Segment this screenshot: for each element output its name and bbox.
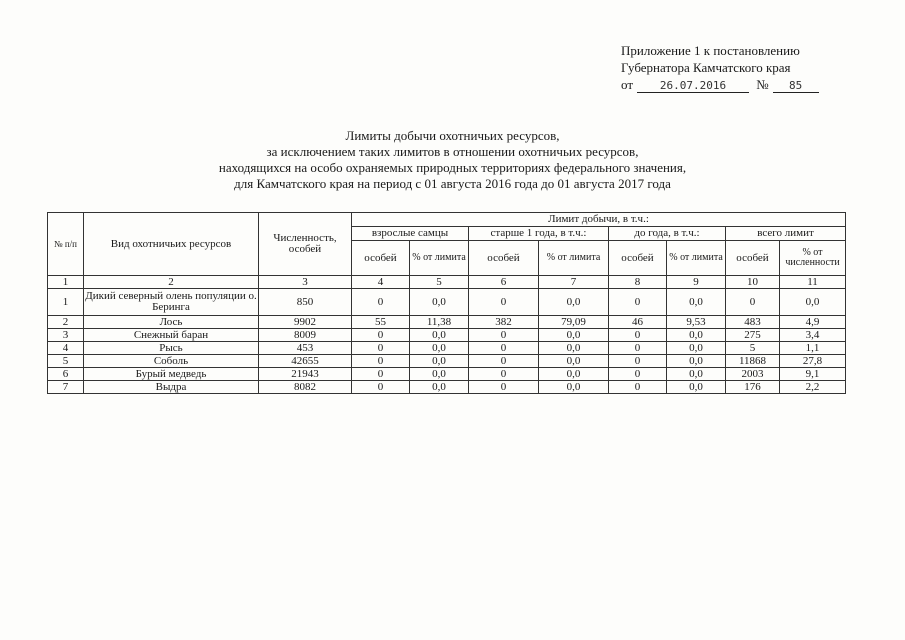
column-number-cell: 5: [410, 276, 469, 289]
table-cell: 8082: [259, 381, 352, 394]
table-cell: 27,8: [780, 355, 846, 368]
table-cell: 8009: [259, 329, 352, 342]
table-cell: 0: [469, 342, 539, 355]
header-population: Численность, особей: [259, 213, 352, 276]
table-cell: 0: [609, 381, 667, 394]
table-row: [48, 342, 846, 355]
table-row: [48, 355, 846, 368]
table-cell: 0,0: [667, 381, 726, 394]
header-group-under-1-year: до года, в т.ч.:: [609, 227, 726, 241]
header-group-older-1-year: старше 1 года, в т.ч.:: [469, 227, 609, 241]
header-sub-count: особей: [352, 241, 410, 276]
table-cell: 4: [48, 342, 84, 355]
table-cell: 0,0: [539, 355, 609, 368]
species-cell: Соболь: [84, 355, 259, 368]
decree-date: 26.07.2016: [637, 79, 749, 93]
table-cell: 3,4: [780, 329, 846, 342]
column-number-cell: 4: [352, 276, 410, 289]
header-sub-percent: % от лимита: [410, 241, 469, 276]
table-cell: 5: [726, 342, 780, 355]
column-number-cell: 10: [726, 276, 780, 289]
table-cell: 850: [259, 289, 352, 316]
table-cell: 0,0: [539, 342, 609, 355]
table-cell: 0: [609, 289, 667, 316]
title-line-1: Лимиты добычи охотничьих ресурсов,: [345, 128, 560, 143]
table-cell: 0,0: [410, 355, 469, 368]
title-line-2: за исключением таких лимитов в отношении охотничьих ресурсов,: [266, 144, 639, 159]
table-cell: 0: [469, 289, 539, 316]
table-cell: 0,0: [410, 368, 469, 381]
document-title: [0, 128, 905, 192]
appendix-block: [621, 42, 819, 93]
table-row: [48, 381, 846, 394]
species-cell: Выдра: [84, 381, 259, 394]
header-number: № п/п: [48, 213, 84, 276]
column-number-cell: 6: [469, 276, 539, 289]
column-number-cell: 8: [609, 276, 667, 289]
table-cell: 0,0: [667, 342, 726, 355]
title-line-3: находящихся на особо охраняемых природных территориях федерального значения,: [218, 160, 687, 175]
table-cell: 0,0: [410, 329, 469, 342]
table-cell: 0,0: [667, 368, 726, 381]
appendix-line-2: Губернатора Камчатского края: [621, 60, 791, 75]
table-cell: 0: [352, 368, 410, 381]
table-cell: 11868: [726, 355, 780, 368]
table-cell: 0: [726, 289, 780, 316]
table-row: [48, 316, 846, 329]
table-cell: 1,1: [780, 342, 846, 355]
table-cell: 0: [469, 329, 539, 342]
table-row: [48, 329, 846, 342]
table-cell: 483: [726, 316, 780, 329]
table-cell: 453: [259, 342, 352, 355]
table-cell: 0,0: [410, 381, 469, 394]
table-cell: 0: [469, 381, 539, 394]
column-number-cell: 11: [780, 276, 846, 289]
table-cell: 0,0: [539, 289, 609, 316]
column-number-cell: 1: [48, 276, 84, 289]
table-cell: 0: [609, 355, 667, 368]
table-cell: 46: [609, 316, 667, 329]
appendix-line-1: Приложение 1 к постановлению: [621, 43, 800, 58]
table-cell: 3: [48, 329, 84, 342]
header-limit: Лимит добычи, в т.ч.:: [352, 213, 846, 227]
table-cell: 0,0: [667, 289, 726, 316]
table-cell: 55: [352, 316, 410, 329]
table-cell: 0: [352, 355, 410, 368]
column-number-row: [48, 276, 846, 289]
table-cell: 1: [48, 289, 84, 316]
header-group-total: всего лимит: [726, 227, 846, 241]
appendix-date-line: [621, 76, 819, 93]
number-label: №: [756, 77, 769, 92]
table-cell: 21943: [259, 368, 352, 381]
table-cell: 9,53: [667, 316, 726, 329]
table-cell: 0: [609, 329, 667, 342]
table-cell: 9,1: [780, 368, 846, 381]
column-number-cell: 9: [667, 276, 726, 289]
header-sub-count: особей: [609, 241, 667, 276]
header-sub-count: особей: [469, 241, 539, 276]
species-cell: Снежный баран: [84, 329, 259, 342]
table-cell: 9902: [259, 316, 352, 329]
table-cell: 275: [726, 329, 780, 342]
column-number-cell: 2: [84, 276, 259, 289]
table-cell: 0,0: [539, 329, 609, 342]
header-sub-percent-population: % от численности: [780, 241, 846, 276]
header-sub-count: особей: [726, 241, 780, 276]
table-row: [48, 289, 846, 316]
table-cell: 42655: [259, 355, 352, 368]
table-cell: 0,0: [539, 368, 609, 381]
table-cell: 0,0: [780, 289, 846, 316]
table-cell: 0,0: [539, 381, 609, 394]
limits-table: [47, 212, 846, 394]
from-label: от: [621, 77, 634, 92]
table-cell: 6: [48, 368, 84, 381]
table-cell: 0,0: [667, 355, 726, 368]
table-cell: 0: [352, 289, 410, 316]
header-sub-percent: % от лимита: [667, 241, 726, 276]
species-cell: Рысь: [84, 342, 259, 355]
species-cell: Лось: [84, 316, 259, 329]
table-cell: 0: [469, 355, 539, 368]
species-cell: Бурый медведь: [84, 368, 259, 381]
column-number-cell: 7: [539, 276, 609, 289]
table-cell: 5: [48, 355, 84, 368]
header-sub-percent: % от лимита: [539, 241, 609, 276]
table-cell: 0: [469, 368, 539, 381]
table-cell: 0,0: [667, 329, 726, 342]
table-cell: 0: [609, 342, 667, 355]
table-cell: 176: [726, 381, 780, 394]
table-cell: 0: [352, 329, 410, 342]
table-cell: 2,2: [780, 381, 846, 394]
decree-number: 85: [773, 79, 819, 93]
table-cell: 2: [48, 316, 84, 329]
table-cell: 0,0: [410, 289, 469, 316]
column-number-cell: 3: [259, 276, 352, 289]
table-cell: 79,09: [539, 316, 609, 329]
header-group-adult-males: взрослые самцы: [352, 227, 469, 241]
species-cell: Дикий северный олень популяции о. Беринга: [84, 289, 259, 316]
table-cell: 382: [469, 316, 539, 329]
table-cell: 7: [48, 381, 84, 394]
table-cell: 4,9: [780, 316, 846, 329]
table-cell: 11,38: [410, 316, 469, 329]
table-cell: 2003: [726, 368, 780, 381]
table-cell: 0,0: [410, 342, 469, 355]
table-cell: 0: [609, 368, 667, 381]
table-cell: 0: [352, 342, 410, 355]
table-cell: 0: [352, 381, 410, 394]
header-species: Вид охотничьих ресурсов: [84, 213, 259, 276]
title-line-4: для Камчатского края на период с 01 августа 2016 года до 01 августа 2017 года: [234, 176, 671, 191]
table-row: [48, 368, 846, 381]
